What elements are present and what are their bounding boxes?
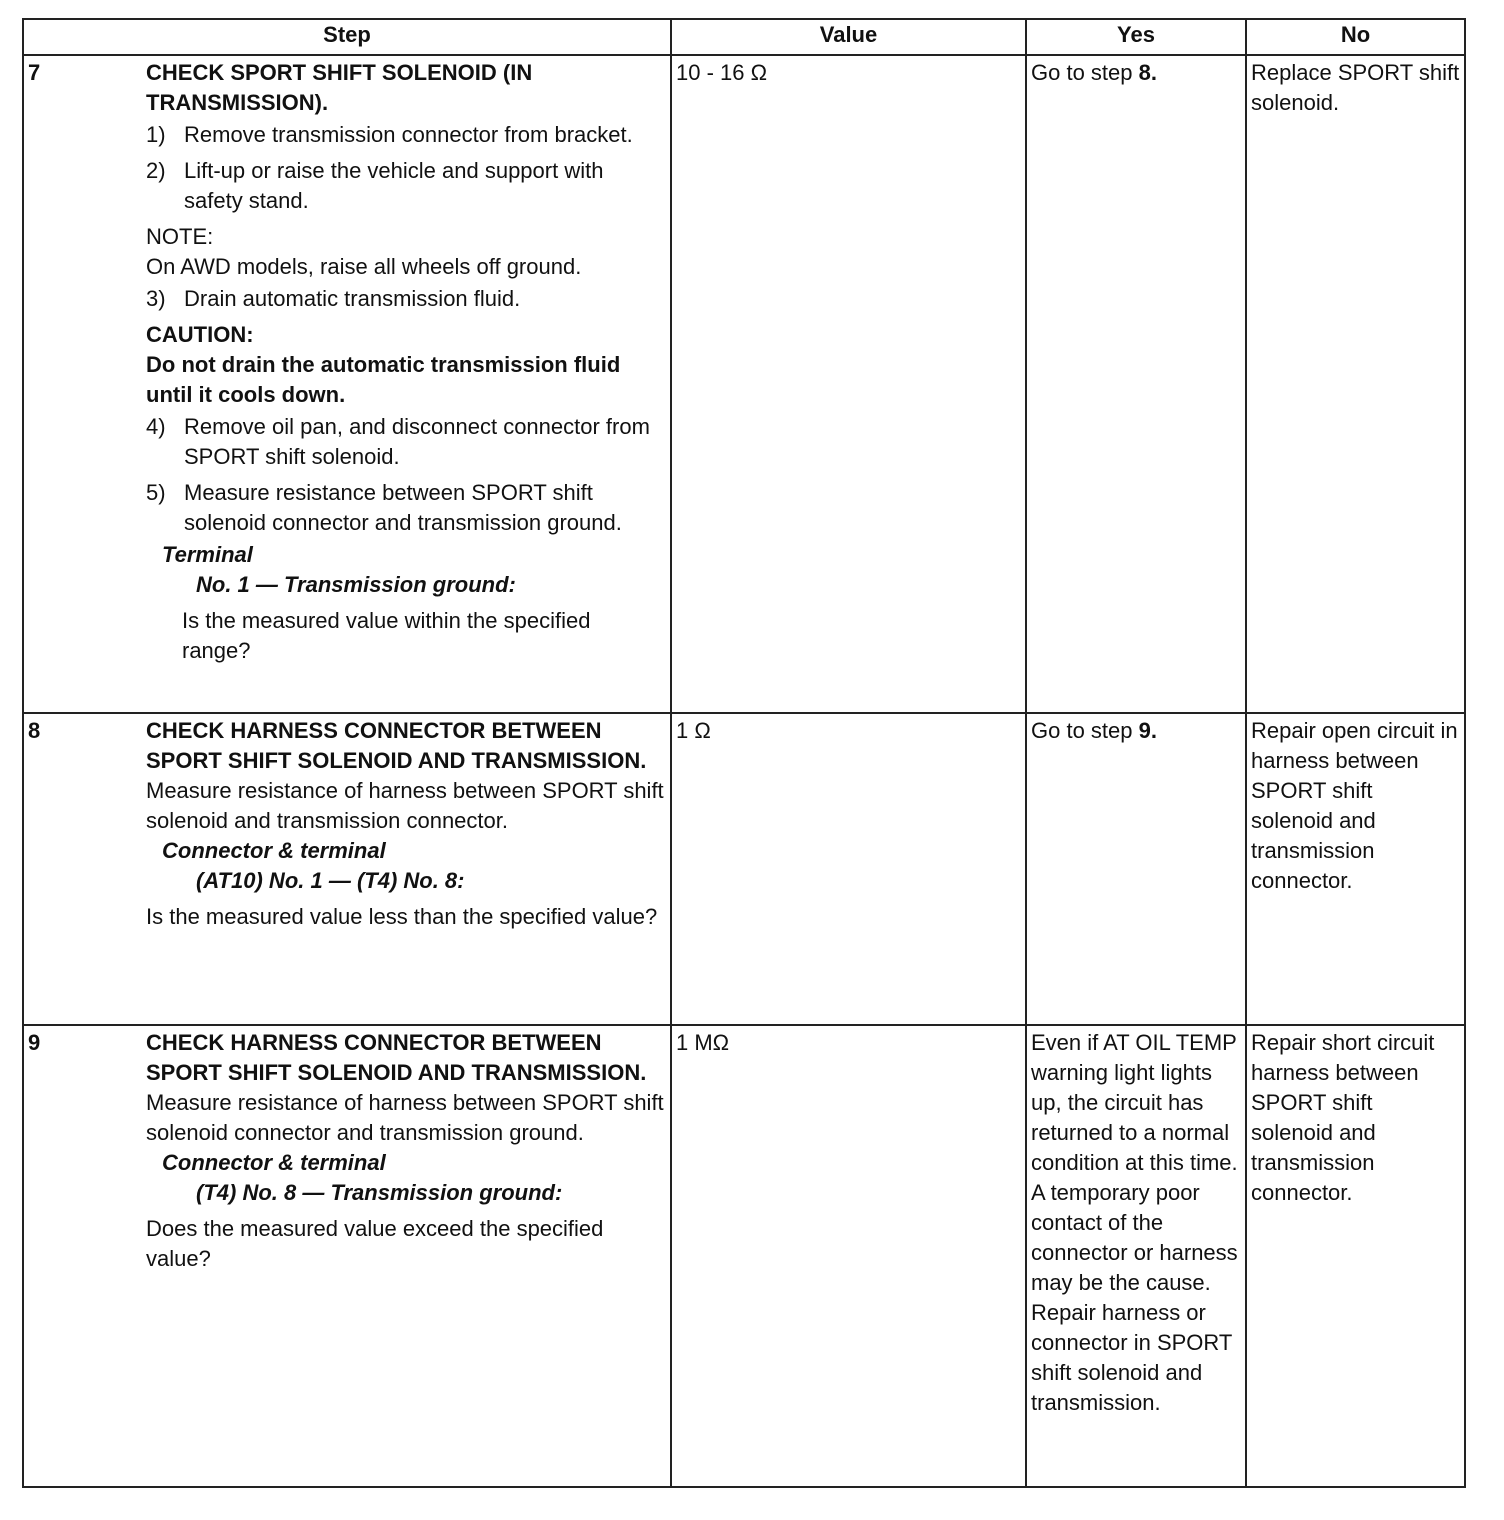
terminal-label: Connector & terminal — [162, 1150, 386, 1175]
caution-label: CAUTION: — [146, 322, 254, 347]
yes-step-link: 9. — [1138, 718, 1157, 743]
table-row-step-7 — [23, 55, 1465, 713]
step-number: 8 — [28, 718, 41, 743]
step-body: Measure resistance of harness between SPORT shift solenoid and transmission connector. — [146, 778, 664, 833]
no-cell: Repair short circuit harness between SPORT shift solenoid and transmission connector. — [1246, 1025, 1465, 1487]
header-value: Value — [671, 19, 1026, 55]
item-number: 5) — [146, 480, 166, 505]
item-text: Measure resistance between SPORT shift solenoid connector and transmission ground. — [184, 480, 622, 535]
terminal-value: (AT10) No. 1 — (T4) No. 8: — [196, 868, 465, 893]
list-item — [146, 478, 664, 538]
header-yes: Yes — [1026, 19, 1246, 55]
item-number: 2) — [146, 158, 166, 183]
yes-cell: Even if AT OIL TEMP warning light lights up, the circuit has returned to a normal condition at this time. A temporary poor contact of the connector or harness may be the cause. Repair harness or connector in SPORT shift solenoid and transmission. — [1026, 1025, 1246, 1487]
yes-prefix: Go to step — [1031, 60, 1139, 85]
table-row-step-8 — [23, 713, 1465, 1025]
terminal-value: (T4) No. 8 — Transmission ground: — [196, 1180, 563, 1205]
note-label: NOTE: — [146, 224, 214, 249]
step-number: 9 — [28, 1030, 41, 1055]
note-text: On AWD models, raise all wheels off ground. — [146, 254, 582, 279]
list-item — [146, 120, 664, 150]
item-text: Lift-up or raise the vehicle and support with safety stand. — [184, 158, 604, 213]
diagnostic-table — [22, 18, 1466, 1488]
item-text: Remove oil pan, and disconnect connector from SPORT shift solenoid. — [184, 414, 650, 469]
procedure-list — [146, 120, 664, 216]
no-cell: Repair open circuit in harness between SPORT shift solenoid and transmission connector. — [1246, 713, 1465, 1025]
step-title: CHECK HARNESS CONNECTOR BETWEEN SPORT SHIFT SOLENOID AND TRANSMISSION. — [146, 1030, 647, 1085]
yes-step-link: 8. — [1138, 60, 1157, 85]
value-cell: 1 MΩ — [671, 1025, 1026, 1487]
procedure-list — [146, 284, 664, 314]
check-question: Is the measured value within the specified range? — [182, 608, 591, 663]
step-cell — [23, 713, 671, 1025]
yes-cell — [1026, 55, 1246, 713]
list-item — [146, 412, 664, 472]
caution-text: Do not drain the automatic transmission fluid until it cools down. — [146, 352, 621, 407]
terminal-label: Terminal — [162, 542, 253, 567]
procedure-list — [146, 412, 664, 538]
value-cell: 10 - 16 Ω — [671, 55, 1026, 713]
step-title: CHECK HARNESS CONNECTOR BETWEEN SPORT SHIFT SOLENOID AND TRANSMISSION. — [146, 718, 647, 773]
check-question: Does the measured value exceed the specified value? — [146, 1216, 604, 1271]
value-cell: 1 Ω — [671, 713, 1026, 1025]
step-cell — [23, 1025, 671, 1487]
item-number: 3) — [146, 286, 166, 311]
list-item — [146, 284, 664, 314]
step-cell — [23, 55, 671, 713]
item-number: 1) — [146, 122, 166, 147]
step-title: CHECK SPORT SHIFT SOLENOID (IN TRANSMISSION). — [146, 60, 533, 115]
list-item — [146, 156, 664, 216]
check-question: Is the measured value less than the specified value? — [146, 904, 658, 929]
header-step: Step — [23, 19, 671, 55]
yes-prefix: Go to step — [1031, 718, 1139, 743]
header-no: No — [1246, 19, 1465, 55]
table-row-step-9 — [23, 1025, 1465, 1487]
item-text: Drain automatic transmission fluid. — [184, 286, 521, 311]
step-number: 7 — [28, 60, 41, 85]
terminal-label: Connector & terminal — [162, 838, 386, 863]
item-number: 4) — [146, 414, 166, 439]
no-cell: Replace SPORT shift solenoid. — [1246, 55, 1465, 713]
terminal-value: No. 1 — Transmission ground: — [196, 572, 516, 597]
yes-cell — [1026, 713, 1246, 1025]
header-row — [23, 19, 1465, 55]
item-text: Remove transmission connector from bracket. — [184, 122, 633, 147]
step-body: Measure resistance of harness between SPORT shift solenoid connector and transmission ground. — [146, 1090, 664, 1145]
